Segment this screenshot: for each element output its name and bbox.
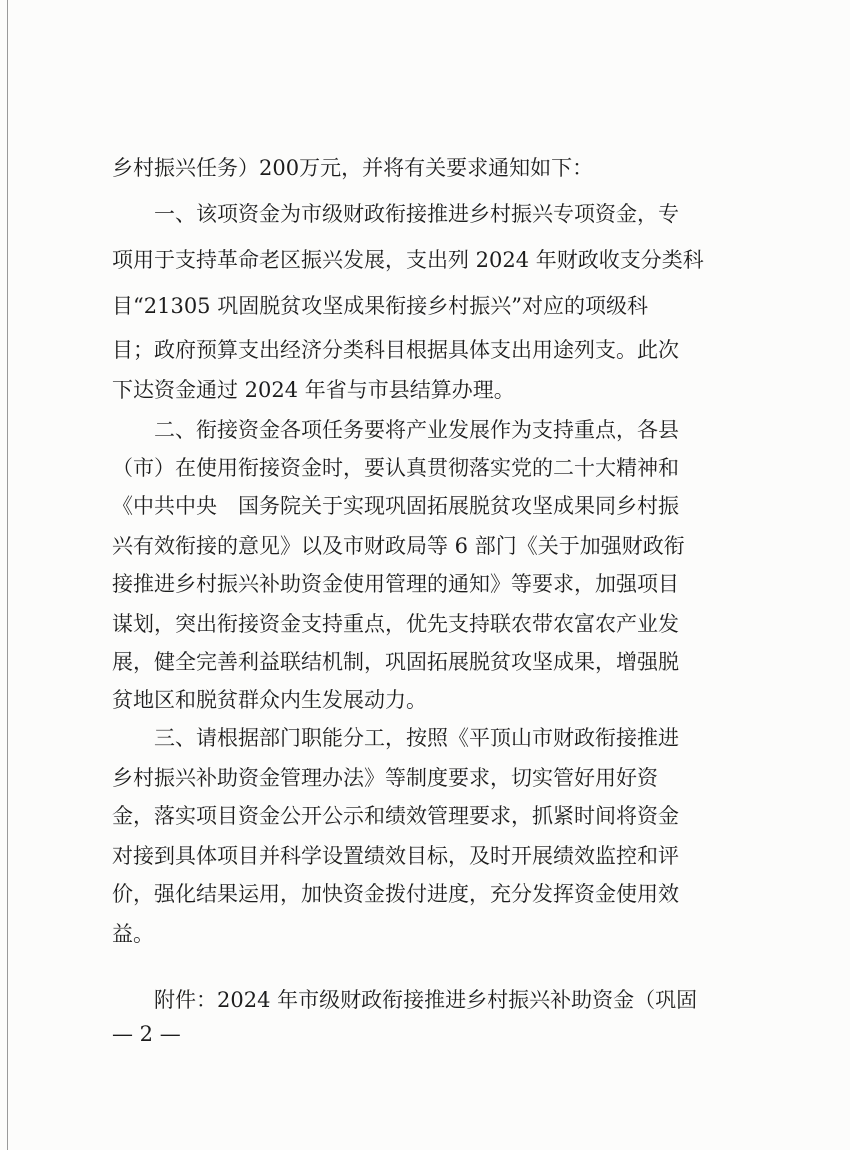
text-line: 价，强化结果运用，加快资金拨付进度，充分发挥资金使用效 [112, 882, 679, 906]
text-line: （市）在使用衔接资金时，要认真贯彻落实党的二十大精神和 [112, 456, 679, 480]
text-line: 一、该项资金为市级财政衔接推进乡村振兴专项资金，专 [154, 202, 679, 226]
text-line: 展，健全完善利益联结机制，巩固拓展脱贫攻坚成果，增强脱 [112, 650, 679, 674]
text-line: 二、衔接资金各项任务要将产业发展作为支持重点，各县 [154, 418, 679, 442]
binding-edge-line [7, 0, 8, 1150]
text-line: 接推进乡村振兴补助资金使用管理的通知》等要求，加强项目 [112, 572, 679, 596]
text-line: 目“21305 巩固脱贫攻坚成果衔接乡村振兴”对应的项级科 [112, 294, 648, 318]
attachment-line: 附件：2024 年市级财政衔接推进乡村振兴补助资金（巩固 [154, 988, 698, 1012]
text-line: 目；政府预算支出经济分类科目根据具体支出用途列支。此次 [112, 338, 679, 362]
text-line: 兴有效衔接的意见》以及市财政局等 6 部门《关于加强财政衔 [112, 534, 685, 558]
text-line: 乡村振兴补助资金管理办法》等制度要求，切实管好用好资 [112, 766, 658, 790]
text-line: 《中共中央 国务院关于实现巩固拓展脱贫攻坚成果同乡村振 [112, 494, 679, 518]
text-line: 益。 [112, 922, 154, 946]
text-line: 乡村振兴任务）200万元，并将有关要求通知如下： [112, 156, 594, 180]
text-line: 金，落实项目资金公开公示和绩效管理要求，抓紧时间将资金 [112, 804, 679, 828]
page-number: — 2 — [112, 1022, 181, 1046]
text-line: 对接到具体项目并科学设置绩效目标，及时开展绩效监控和评 [112, 844, 679, 868]
text-line: 三、请根据部门职能分工，按照《平顶山市财政衔接推进 [154, 726, 679, 750]
text-line: 谋划，突出衔接资金支持重点，优先支持联农带农富农产业发 [112, 612, 679, 636]
text-line: 项用于支持革命老区振兴发展，支出列 2024 年财政收支分类科 [112, 248, 704, 272]
text-line: 贫地区和脱贫群众内生发展动力。 [112, 688, 427, 712]
text-line: 下达资金通过 2024 年省与市县结算办理。 [112, 378, 515, 402]
